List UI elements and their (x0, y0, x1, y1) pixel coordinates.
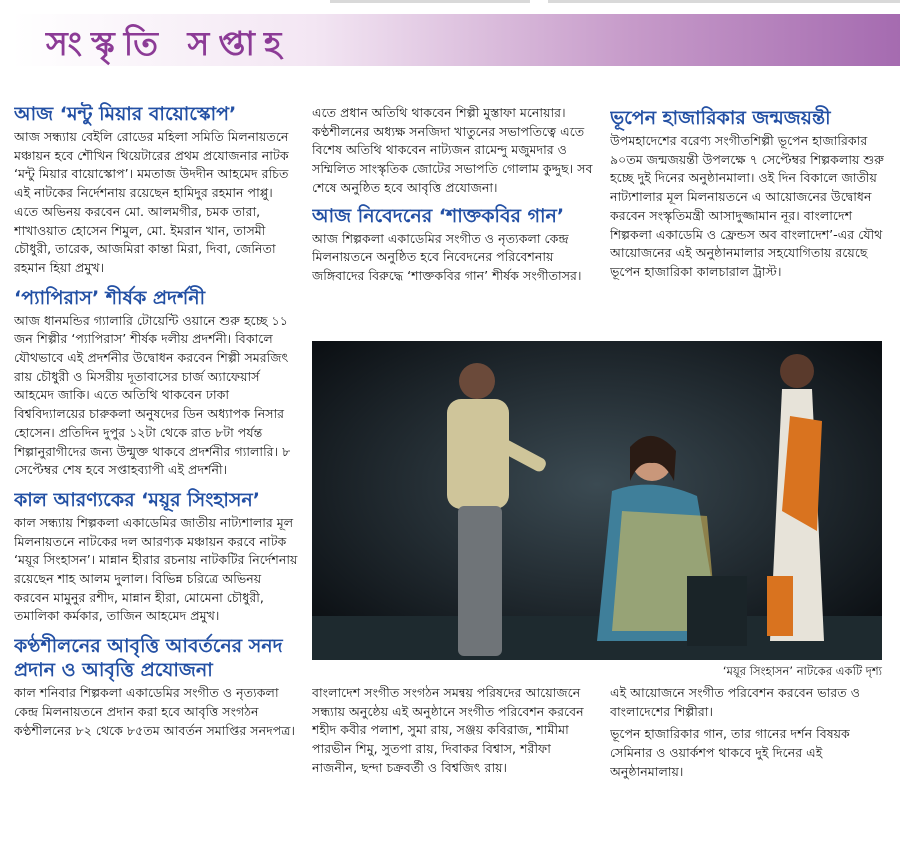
article-body: আজ ধানমন্ডির গ্যালারি টোয়েন্টি ওয়ানে শুরু হচ্ছে ১১ জন শিল্পীর ‘প্যাপিরাস’ শীর্ষক দলীয় প্রদর্শনী। বিকালে যৌথভাবে এই প্রদর্শনীর উদ্বোধন করবেন শিল্পী সমরজিৎ রায় চৌধুরী ও মিসরীয় দূতাবাসের চার্জ অ্যাফেয়ার্স আহমেদ জাকি। এতে অতিথি থাকবেন ঢাকা বিশ্ববিদ্যালয়ের চারুকলা অনুষদের ডিন অধ্যাপক নিসার হোসেন। প্রতিদিন দুপুর ১২টা থেকে রাত ৮টা পর্যন্ত শিল্পানুরাগীদের জন্য উন্মুক্ত থাকবে প্রদর্শনীর গ্যালারি। ৮ সেপ্টেম্বর শেষ হবে সপ্তাহব্যাপী এই প্রদর্শনী। (14, 312, 291, 478)
article-heading-bhupen: ভূপেন হাজারিকার জন্মজয়ন্তী (610, 107, 831, 129)
top-rule-left (330, 0, 530, 3)
section-title: সংস্কৃতি সপ্তাহ (46, 24, 291, 63)
article-heading: আজ ‘মন্টু মিয়ার বায়োস্কোপ’ (14, 103, 237, 125)
article-body-continued: বাংলাদেশ সংগীত সংগঠন সমন্বয় পরিষদের আয়োজনে সন্ধ্যায় অনুষ্ঠেয় এই অনুষ্ঠানে সংগীত পরিবেশন করবেন শহীদ কবীর পলাশ, সুমা রায়, সঞ্জয় কবিরাজ, শামীমা পারভীন শিমু, সুতপা রায়, দিবাকর বিশ্বাস, শরীফা নাজনীন, ছন্দা চক্রবর্তী ও বিশ্বজিৎ রায়। (312, 685, 584, 775)
stage-photo (312, 341, 882, 660)
article-heading: ‘প্যাপিরাস’ শীর্ষক প্রদর্শনী (14, 286, 206, 309)
article-body: উপমহাদেশের বরেণ্য সংগীতশিল্পী ভূপেন হাজারিকার ৯০তম জন্মজয়ন্তী উপলক্ষে ৭ সেপ্টেম্বর শিল্পকলায় শুরু হচ্ছে দুই দিনের অনুষ্ঠানমালা। ওই দিন বিকালে জাতীয় নাট্যশালার মূল মিলনায়তনে এ আয়োজনের উদ্বোধন করবেন সংস্কৃতিমন্ত্রী আসাদুজ্জামান নূর। বাংলাদেশ শিল্পকলা একাডেমি ও ফ্রেন্ডস অব বাংলাদেশ’-এর যৌথ আয়োজনের এই অনুষ্ঠানমালার সহযোগিতায় রয়েছে ভূপেন হাজারিকা কালচারাল ট্রাস্ট। (610, 133, 884, 279)
article-body: কাল শনিবার শিল্পকলা একাডেমির সংগীত ও নৃত্যকলা কেন্দ্র মিলনায়তনে প্রদান করা হবে আবৃত্তি সংগঠন কণ্ঠশীলনের ৮২ থেকে ৮৫তম আবর্তন সমাপ্তির সনদপত্র। (14, 685, 296, 738)
stage-scene-image (312, 341, 882, 660)
article-body-continued: ভূপেন হাজারিকার গান, তার গানের দর্শন বিষয়ক সেমিনার ও ওয়ার্কশপ থাকবে দুই দিনের এই অনুষ্ঠানমালায়। (610, 726, 850, 779)
article-body: কাল সন্ধ্যায় শিল্পকলা একাডেমির জাতীয় নাট্যশালার মূল মিলনায়তনে নাটকের দল আরণ্যক মঞ্চায়ন করবে নাটক ‘ময়ূর সিংহাসন’। মান্নান হীরার রচনায় নাটকটির নির্দেশনায় রয়েছেন শাহ আলম দুলাল। বিভিন্ন চরিত্রে অভিনয় করবেন মামুনুর রশীদ, মান্নান হীরা, মোমেনা চৌধুরী, তমালিকা কর্মকার, তাজিন আহমেদ প্রমুখ। (14, 514, 298, 624)
article-body: আজ সন্ধ্যায় বেইলি রোডের মহিলা সমিতি মিলনায়তনে মঞ্চায়ন হবে শৌখিন থিয়েটারের প্রথম প্রযোজনার নাটক ‘মন্টু মিয়ার বায়োস্কোপ’। মমতাজ উদদীন আহমেদ রচিত এই নাটকের নির্দেশনায় রয়েছেন হামিদুর রহমান পাপ্পু। এতে অভিনয় করবেন মো. আলমগীর, চমক তারা, শাখাওয়াত হোসেন শিমুল, মো. ইমরান খান, তাসমী চৌধুরী, তারেক, আজমিরা কান্তা মিরা, দিবা, জেনিতা রহমান হিয়া প্রমুখ। (14, 129, 289, 275)
column-middle-bottom (312, 684, 597, 852)
article-body-continued: এতে প্রধান অতিথি থাকবেন শিল্পী মুস্তাফা মনোয়ার। কণ্ঠশীলনের অধ্যক্ষ সনজিদা খাতুনের সভাপতিত্বে এতে বিশেষ অতিথি থাকবেন নাট্যজন রামেন্দু মজুমদার ও সম্মিলিত সাংস্কৃতিক জোটের সভাপতি গোলাম কুদ্দুছ। সব শেষে অনুষ্ঠিত হবে আবৃত্তি প্রযোজনা। (312, 105, 593, 195)
article-mayur (14, 488, 299, 626)
article-heading: কণ্ঠশীলনের আবৃত্তি আবর্তনের সনদ প্রদান ও আবৃত্তি প্রযোজনা (14, 635, 283, 682)
top-rule-right (548, 0, 900, 3)
photo-caption: ‘ময়ূর সিংহাসন’ নাটকের একটি দৃশ্য (722, 664, 882, 678)
article-body-continued: এই আয়োজনে সংগীত পরিবেশন করবেন ভারত ও বাংলাদেশের শিল্পীরা। (610, 685, 860, 719)
article-kanthasheelan (14, 634, 299, 740)
section-banner (12, 14, 900, 66)
article-heading-nibedan: আজ নিবেদনের ‘শাক্তকবির গান’ (312, 204, 565, 227)
column-middle-top (312, 104, 597, 336)
article-mantu (14, 102, 299, 278)
article-papyrus (14, 286, 299, 480)
column-right-top (610, 104, 895, 336)
article-body: আজ শিল্পকলা একাডেমির সংগীত ও নৃত্যকলা কেন্দ্র মিলনায়তনে অনুষ্ঠিত হবে নিবেদনের পরিবেশনায় জঙ্গিবাদের বিরুদ্ধে ‘শাক্তকবির গান’ শীর্ষক সংগীতাসর। (312, 230, 582, 283)
article-heading: কাল আরণ্যকের ‘ময়ূর সিংহাসন’ (14, 488, 260, 511)
column-right-bottom (610, 684, 895, 852)
column-left (14, 102, 299, 852)
